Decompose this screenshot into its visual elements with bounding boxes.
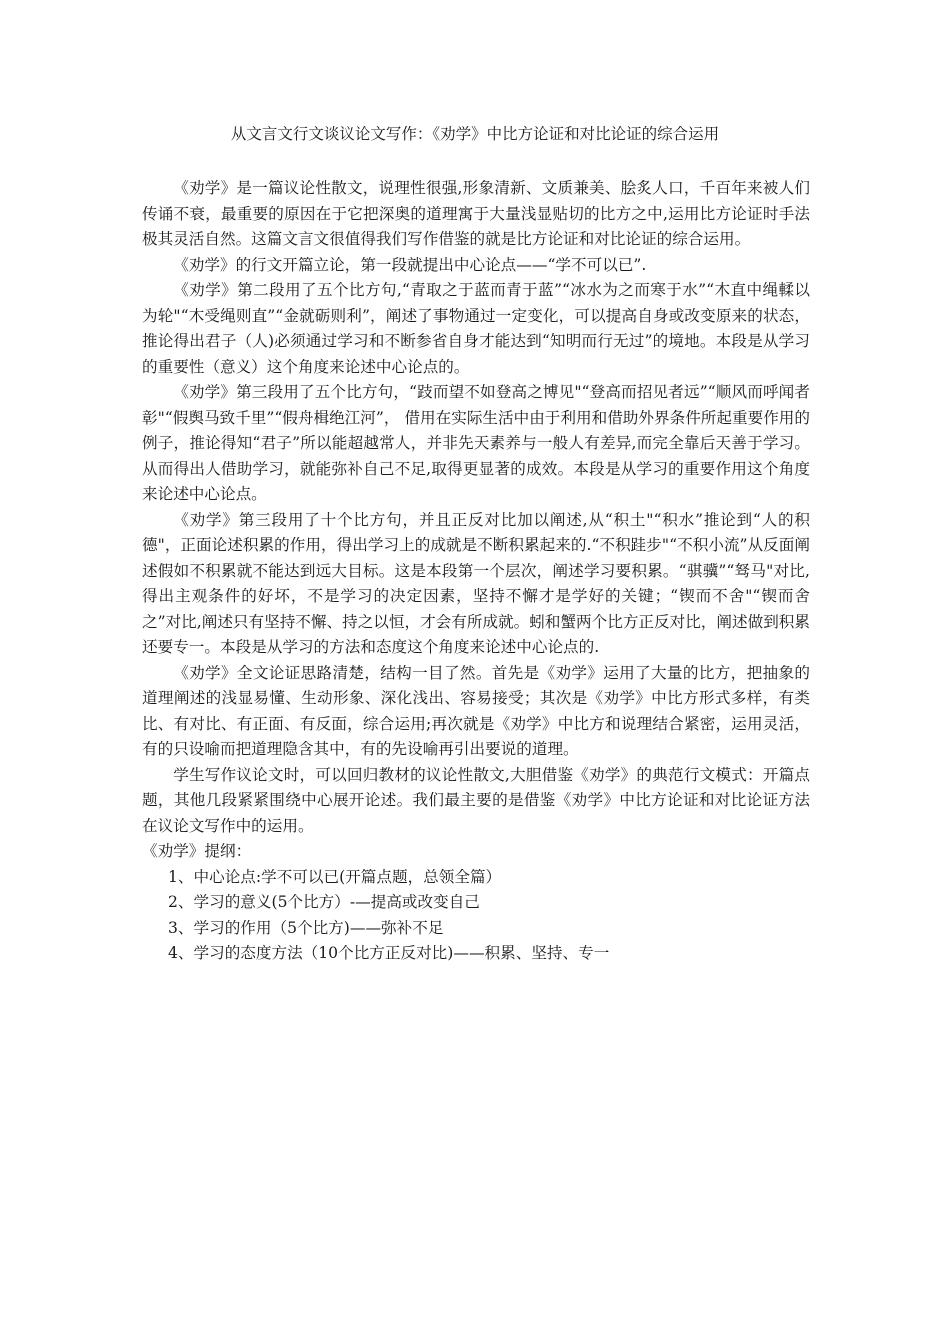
outline-item: 2、学习的意义(5个比方）-—提高或改变自己 <box>168 893 480 911</box>
paragraph-writing-advice: 学生写作议论文时，可以回归教材的议论性散文,大胆借鉴《劝学》的典范行文模式：开篇点题，其他几段紧紧围绕中心展开论述。我们最主要的是借鉴《劝学》中比方论证和对比论证方法在议论文写作中的运用。 <box>142 765 810 835</box>
document-body <box>142 176 810 967</box>
document-title: 从文言文行文谈议论文写作：《劝学》中比方论证和对比论证的综合运用 <box>230 125 720 143</box>
paragraph-second-section: 《劝学》第二段用了五个比方句,“青取之于蓝而青于蓝”“冰水为之而寒于水”“木直中绳輮以为轮"“木受绳则直”“金就砺则利”，阐述了事物通过一定变化，可以提高自身或改变原来的状态，推论得出君子（人)必须通过学习和不断参省自身才能达到“知明而行无过”的境地。本段是从学习的重要性（意义）这个角度来论述中心论点的。 <box>142 281 810 376</box>
outline-item: 4、学习的态度方法（10个比方正反对比)——积累、坚持、专一 <box>168 944 610 962</box>
paragraph-intro: 《劝学》是一篇议论性散文，说理性很强,形象清新、文质兼美、脍炙人口，千百年来被人们传诵不衰，最重要的原因在于它把深奥的道理寓于大量浅显贴切的比方之中,运用比方论证时手法极其灵活自然。这篇文言文很值得我们写作借鉴的就是比方论证和对比论证的综合运用。 <box>142 179 810 248</box>
outline-heading: 《劝学》提纲： <box>142 842 252 860</box>
paragraph-third-section: 《劝学》第三段用了五个比方句，“跂而望不如登高之博见"“登高而招见者远”“顺风而呼闻者彰"“假舆马致千里”“假舟楫绝江河”， 借用在实际生活中由于利用和借助外界条件所起重要作用的例子，推论得知“君子”所以能超越常人，并非先天素养与一般人有差异,而完全靠后天善于学习。从而得出人借助学习，就能弥补自己不足,取得更显著的成效。本段是从学习的重要作用这个角度来论述中心论点。 <box>142 383 810 503</box>
paragraph-third-section-contrast: 《劝学》第三段用了十个比方句，并且正反对比加以阐述,从“积土"“积水”推论到“人的积德"，正面论述积累的作用，得出学习上的成就是不断积累起来的.“不积跬步"“不积小流”从反面阐述假如不积累就不能达到远大目标。这是本段第一个层次，阐述学习要积累。“骐骥”“驽马"对比,得出主观条件的好坏，不是学习的决定因素，坚持不懈才是学好的关键；“锲而不舍"“锲而舍之”对比,阐述只有坚持不懈、持之以恒，才会有所成就。蚓和蟹两个比方正反对比，阐述做到积累还要专一。本段是从学习的方法和态度这个角度来论述中心论点的. <box>142 510 810 656</box>
paragraph-thesis: 《劝学》的行文开篇立论，第一段就提出中心论点——“学不可以已”. <box>173 255 647 274</box>
outline-item: 3、学习的作用（5个比方)——弥补不足 <box>168 918 444 937</box>
outline-item: 1、中心论点:学不可以已(开篇点题，总领全篇） <box>168 867 502 886</box>
paragraph-summary: 《劝学》全文论证思路清楚，结构一目了然。首先是《劝学》运用了大量的比方，把抽象的道理阐述的浅显易懂、生动形象、深化浅出、容易接受；其次是《劝学》中比方形式多样，有类比、有对比、有正面、有反面，综合运用;再次就是《劝学》中比方和说理结合紧密，运用灵活，有的只设喻而把道理隐含其中，有的先设喻再引出要说的道理。 <box>142 663 810 758</box>
outline-list <box>142 865 810 967</box>
